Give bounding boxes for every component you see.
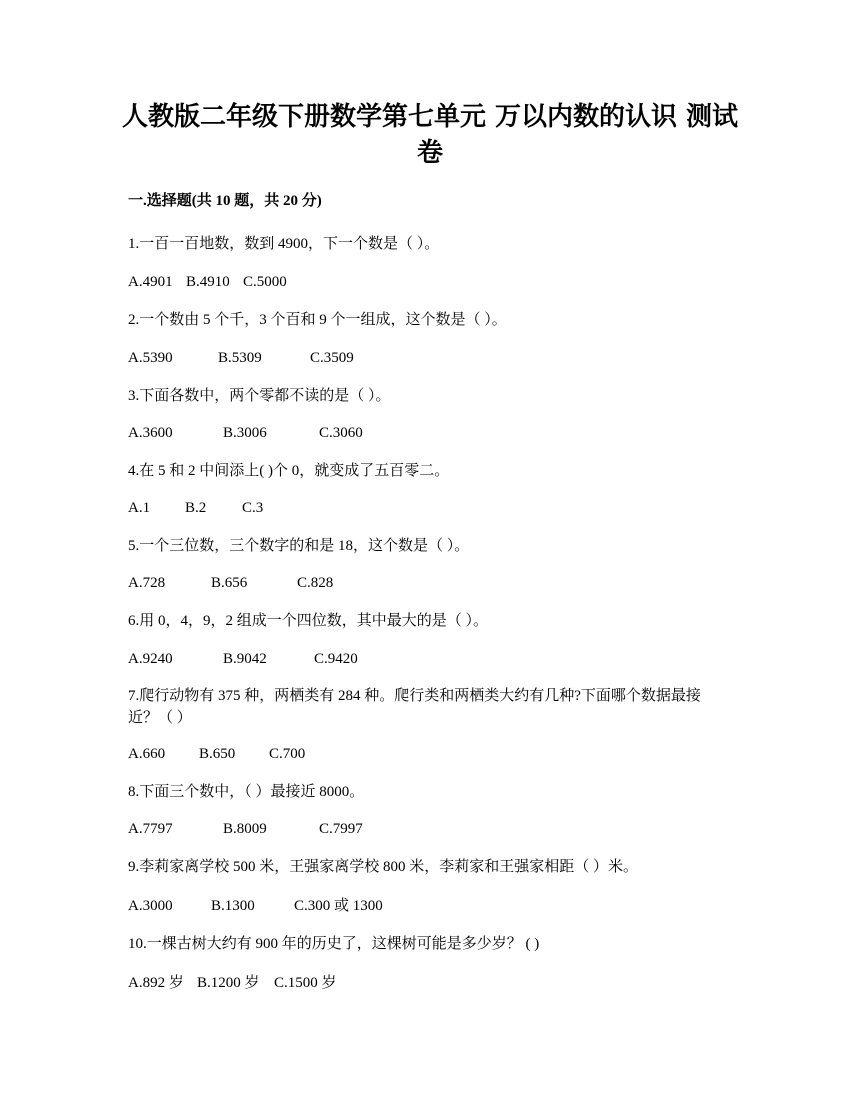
option-a: A.3600 — [128, 425, 173, 441]
question-10: 10.一棵古树大约有 900 年的历史了，这棵树可能是多少岁？ ( ) — [128, 936, 540, 952]
option-c: C.5000 — [243, 274, 287, 290]
option-c: C.700 — [269, 746, 306, 762]
question-1: 1.一百一百地数，数到 4900，下一个数是（ ）。 — [128, 236, 440, 252]
option-a: A.892 岁 — [128, 975, 184, 991]
option-a: A.4901 — [128, 274, 173, 290]
options-6 — [128, 648, 358, 670]
question-5: 5.一个三位数，三个数字的和是 18，这个数是（ ）。 — [128, 538, 470, 554]
options-7 — [128, 743, 305, 765]
question-2: 2.一个数由 5 个千，3 个百和 9 个一组成，这个数是（ ）。 — [128, 312, 507, 328]
option-a: A.5390 — [128, 350, 173, 366]
question-3: 3.下面各数中，两个零都不读的是（ ）。 — [128, 388, 391, 404]
question-7: 7.爬行动物有 375 种，两栖类有 284 种。爬行类和两栖类大约有几种?下面哪个数据最接近？（ ） — [128, 688, 701, 726]
option-b: B.3006 — [223, 425, 267, 441]
options-3 — [128, 422, 363, 444]
option-b: B.4910 — [186, 274, 230, 290]
option-b: B.1200 岁 — [197, 975, 260, 991]
option-c: C.1500 岁 — [274, 975, 337, 991]
option-a: A.660 — [128, 746, 166, 762]
option-c: C.9420 — [314, 651, 358, 667]
options-1 — [128, 271, 287, 293]
options-10 — [128, 972, 337, 994]
question-4: 4.在 5 和 2 中间添上( )个 0，就变成了五百零二。 — [128, 463, 450, 479]
option-b: B.650 — [199, 746, 236, 762]
options-5 — [128, 572, 333, 594]
options-8 — [128, 818, 363, 840]
option-a: A.1 — [128, 500, 151, 516]
option-b: B.2 — [185, 500, 207, 516]
option-b: B.656 — [211, 575, 248, 591]
option-c: C.828 — [297, 575, 334, 591]
question-6: 6.用 0，4，9，2 组成一个四位数，其中最大的是（ ）。 — [128, 613, 489, 629]
question-9: 9.李莉家离学校 500 米，王强家离学校 800 米，李莉家和王强家相距（ ）米。 — [128, 859, 639, 875]
option-c: C.3 — [242, 500, 264, 516]
options-2 — [128, 347, 354, 369]
section-heading: 一.选择题(共 10 题，共 20 分) — [128, 193, 322, 209]
option-b: B.9042 — [223, 651, 267, 667]
option-a: A.7797 — [128, 821, 173, 837]
option-b: B.1300 — [211, 898, 255, 914]
page-title: 人教版二年级下册数学第七单元 万以内数的认识 测试卷 — [121, 102, 739, 168]
option-a: A.3000 — [128, 898, 173, 914]
options-4 — [128, 497, 263, 519]
option-c: C.3060 — [319, 425, 363, 441]
option-c: C.300 或 1300 — [294, 898, 383, 914]
option-a: A.728 — [128, 575, 166, 591]
option-c: C.7997 — [319, 821, 363, 837]
options-9 — [128, 895, 383, 917]
question-8: 8.下面三个数中，（ ）最接近 8000。 — [128, 784, 365, 800]
option-a: A.9240 — [128, 651, 173, 667]
option-b: B.8009 — [223, 821, 267, 837]
option-c: C.3509 — [310, 350, 354, 366]
option-b: B.5309 — [218, 350, 262, 366]
